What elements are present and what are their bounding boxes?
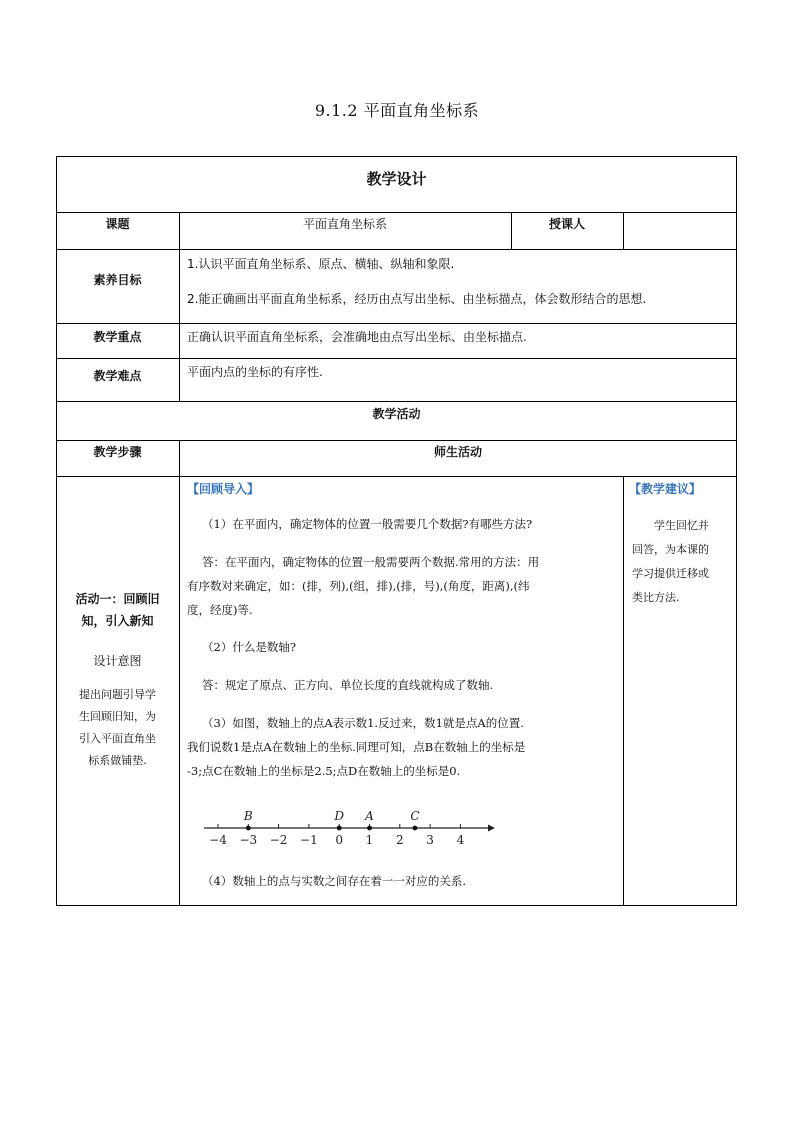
answer-1: 答：在平面内，确定物体的位置一般需要两个数据.常用的方法：用 [202, 555, 540, 569]
question-3: -3;点C在数轴上的坐标是2.5;点D在数轴上的坐标是0. [187, 764, 461, 778]
tick-label: 0 [335, 833, 344, 847]
table-header: 教学设计 [366, 170, 427, 188]
divider [56, 358, 737, 359]
label-teacher: 授课人 [548, 217, 585, 231]
design-intent-text: 提出问题引导学 生回顾旧知，为 引入平面直角坐 标系做铺垫. [79, 688, 156, 767]
label-topic: 课题 [105, 217, 130, 231]
point-label-a: A [365, 809, 374, 823]
design-intent-label: 设计意图 [93, 654, 142, 668]
point-d [337, 826, 342, 831]
document-title: 9.1.2 平面直角坐标系 [314, 101, 480, 120]
divider [56, 249, 737, 250]
goal-item: 1.认识平面直角坐标系、原点、横轴、纵轴和象限. [187, 257, 455, 271]
number-line-figure [204, 804, 504, 854]
key-points-value: 正确认识平面直角坐标系，会准确地由点写出坐标、由坐标描点. [187, 330, 527, 344]
suggestion-text: 学生回忆并 回答，为本课的 学习提供迁移或 类比方法. [632, 519, 709, 604]
col-header-activity: 师生活动 [433, 445, 482, 459]
answer-2: 答：规定了原点、正方向、单位长度的直线就构成了数轴. [202, 678, 494, 692]
point-label-b: B [243, 809, 253, 823]
lesson-design-table [56, 156, 737, 906]
divider [56, 212, 737, 213]
activity1-title: 知，引入新知 [81, 614, 154, 628]
point-c [413, 826, 418, 831]
section-tag-review: 【回顾导入】 [187, 482, 260, 496]
tick-label: −1 [300, 833, 318, 847]
divider [179, 440, 180, 906]
divider [56, 440, 737, 441]
tick-label: −2 [269, 833, 288, 847]
goal-item: 2.能正确画出平面直角坐标系，经历由点写出坐标、由坐标描点，体会数形结合的思想. [187, 292, 647, 306]
question-1: （1）在平面内，确定物体的位置一般需要几个数据?有哪些方法? [202, 517, 533, 531]
section-tag-suggestion: 【教学建议】 [629, 482, 702, 496]
tick-label: 2 [395, 833, 404, 847]
point-label-c: C [410, 809, 420, 823]
answer-1: 度，经度)等. [187, 603, 253, 617]
divider [179, 212, 180, 401]
difficulty-value: 平面内点的坐标的有序性. [187, 365, 323, 379]
col-header-steps: 教学步骤 [93, 445, 142, 459]
point-b [246, 826, 251, 831]
axis-arrow [488, 825, 495, 832]
topic-value: 平面直角坐标系 [302, 217, 387, 231]
divider [56, 323, 737, 324]
tick-label: 4 [456, 833, 465, 847]
answer-1: 有序数对来确定，如：(排，列),(组，排),(排，号),(角度，距离),(纬 [187, 579, 530, 593]
divider [623, 476, 624, 906]
point-label-d: D [334, 809, 345, 823]
activity1-title: 活动一：回顾旧 [75, 592, 160, 606]
label-key-points: 教学重点 [93, 330, 142, 344]
divider [56, 476, 737, 477]
section-activity: 教学活动 [372, 407, 421, 421]
question-2: （2）什么是数轴? [202, 640, 296, 654]
label-difficulty: 教学难点 [93, 369, 142, 383]
question-3: （3）如图，数轴上的点A表示数1.反过来，数1就是点A的位置. [202, 716, 524, 730]
tick-label: 3 [426, 833, 434, 847]
divider [56, 401, 737, 402]
tick-label: 1 [365, 833, 374, 847]
divider [623, 212, 624, 249]
question-3: 我们说数1是点A在数轴上的坐标.同理可知，点B在数轴上的坐标是 [187, 740, 526, 754]
tick-label: −4 [209, 833, 227, 847]
label-goals: 素养目标 [93, 273, 142, 287]
question-4: （4）数轴上的点与实数之间存在着一一对应的关系. [202, 874, 466, 888]
point-a [367, 826, 372, 831]
tick-label: −3 [239, 833, 258, 847]
